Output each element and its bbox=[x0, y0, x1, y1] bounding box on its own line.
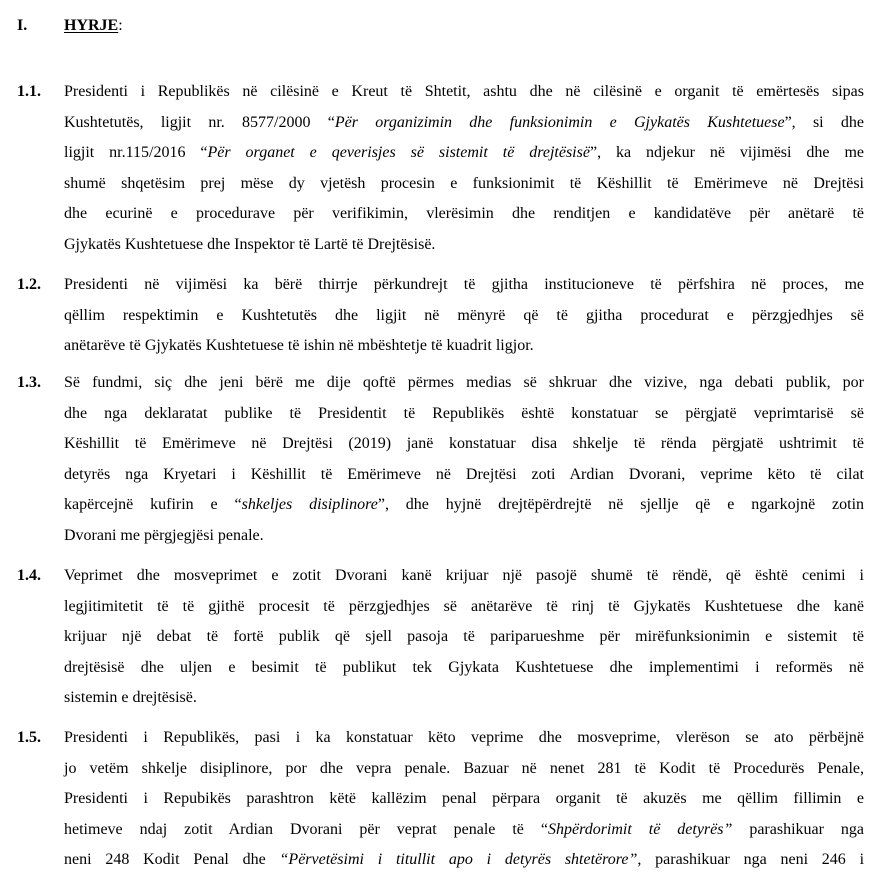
paragraph-1-1 bbox=[17, 77, 864, 261]
paragraph-1-4 bbox=[17, 561, 864, 714]
text-line: Këshillit të Emërimeve në Drejtësi (2019) janë konstatuar disa shkelje të rënda përgjatë ushtrimit të bbox=[64, 435, 864, 453]
text-line: Kushtetutës, ligjit nr. 8577/2000 “Për organizimin dhe funksionimin e Gjykatës Kushtetuese”, si dhe bbox=[64, 113, 865, 131]
italic-citation: Shpërdorimit të detyrës” bbox=[547, 820, 733, 838]
text-line: Veprimet dhe mosveprimet e zotit Dvorani kanë krijuar një pasojë shumë të rëndë, që është cenimi i bbox=[64, 567, 864, 584]
section-number: I. bbox=[17, 17, 28, 34]
text-line: drejtësisë dhe uljen e besimit të publikut tek Gjykata Kushtetuese dhe implementimi i reformës në bbox=[64, 658, 864, 676]
text-line: neni 248 Kodit Penal dhe “Përvetësimi i titullit apo i detyrës shtetërore”, parashikuar nga neni 246 i bbox=[64, 851, 865, 869]
italic-citation: “Përvetësimi i titullit apo i detyrës shtetërore” bbox=[279, 851, 638, 869]
paragraph-number: 1.1. bbox=[17, 83, 41, 100]
text-line: legjitimitetit të të gjithë procesit të përzgjedhjes së anëtarëve të rinj të Gjykatës Kushtetuese dhe kanë bbox=[64, 597, 864, 615]
text-line: krijuar një debat të fortë publik që sjell pasoja të pariparueshme për mirëfunksionimin e sistemit të bbox=[64, 628, 864, 646]
text-line: Gjykatës Kushtetuese dhe Inspektor të Lartë të Drejtësisë. bbox=[64, 235, 436, 253]
text-line: Presidenti i Republikës në cilësinë e Kreut të Shtetit, ashtu dhe në cilësinë e organit të emërtesës sipas bbox=[64, 83, 864, 100]
italic-citation: shkeljes disiplinore bbox=[241, 496, 378, 514]
paragraph-1-3 bbox=[17, 368, 864, 552]
paragraph-body bbox=[64, 270, 864, 362]
text-line: shumë shqetësim prej mëse dy vjetësh procesin e funksionimit të Këshillit të Emërimeve në Drejtësi bbox=[64, 174, 864, 192]
text-line: dhe ecurinë e procedurave për verifikimin, vlerësimin dhe renditjen e kandidatëve për anëtarë të bbox=[64, 205, 864, 223]
paragraph-1-2 bbox=[17, 270, 864, 362]
text-line: jo vetëm shkelje disiplinore, por dhe vepra penale. Bazuar në nenet 281 të Kodit të Procedurës Penale, bbox=[64, 759, 864, 777]
paragraph-number: 1.4. bbox=[17, 567, 41, 584]
paragraph-body bbox=[64, 723, 864, 876]
text-line: Dvorani me përgjegjësi penale. bbox=[64, 526, 264, 544]
section-title: HYRJE bbox=[64, 17, 119, 34]
italic-citation: Për organizimin dhe funksionimin e Gjykatës Kushtetuese bbox=[334, 113, 785, 131]
paragraph-body bbox=[64, 77, 864, 261]
text-line: ligjit nr.115/2016 “Për organet e qeverisjes së sistemit të drejtësisë”, ka ndjekur në vijimësi dhe me bbox=[64, 144, 865, 162]
text-line: Presidenti i Republikës, pasi i ka konstatuar këto veprime dhe mosveprime, vlerëson se ato përbëjnë bbox=[64, 729, 864, 746]
text-line: anëtarëve të Gjykatës Kushtetuese të ishin në mbështetje të kuadrit ligjor. bbox=[64, 337, 534, 355]
text-line: dhe nga deklaratat publike të Presidentit të Republikës është konstatuar se përgjatë veprimtarisë së bbox=[64, 404, 864, 422]
paragraph-number: 1.5. bbox=[17, 729, 41, 746]
text-line: sistemin e drejtësisë. bbox=[64, 689, 197, 707]
paragraph-number: 1.2. bbox=[17, 276, 41, 293]
text-line: Presidenti në vijimësi ka bërë thirrje përkundrejt të gjitha institucioneve të përfshira në proces, me bbox=[64, 276, 864, 293]
text-line: hetimeve ndaj zotit Ardian Dvorani për veprat penale të “Shpërdorimit të detyrës” parashikuar nga bbox=[64, 820, 865, 838]
paragraph-number: 1.3. bbox=[17, 374, 41, 391]
paragraph-body bbox=[64, 368, 864, 552]
text-line: kapërcejnë kufirin e “shkeljes disiplinore”, dhe hyjnë drejtëpërdrejtë në sjellje që e ngarkojnë zotin bbox=[64, 496, 865, 514]
text-line: detyrës nga Kryetari i Këshillit të Emërimeve në Drejtësi zoti Ardian Dvorani, veprime këto të cilat bbox=[64, 465, 864, 483]
text-line: qëllim respektimin e Kushtetutës dhe ligjit në mënyrë që të gjitha procedurat e përzgjedhjes së bbox=[64, 306, 864, 324]
section-title-colon: : bbox=[118, 17, 123, 34]
paragraph-body bbox=[64, 561, 864, 714]
italic-citation: Për organet e qeverisjes së sistemit të drejtësisë bbox=[207, 144, 590, 162]
text-line: Presidenti i Repubikës parashtron këtë kallëzim penal përpara organit të akuzës me qëllim fillimin e bbox=[64, 790, 864, 808]
text-line: Së fundmi, siç dhe jeni bërë me dije qoftë përmes medias së shkruar dhe vizive, nga debati publik, por bbox=[64, 374, 864, 391]
section-title-wrap bbox=[64, 16, 123, 36]
paragraph-1-5 bbox=[17, 723, 864, 876]
